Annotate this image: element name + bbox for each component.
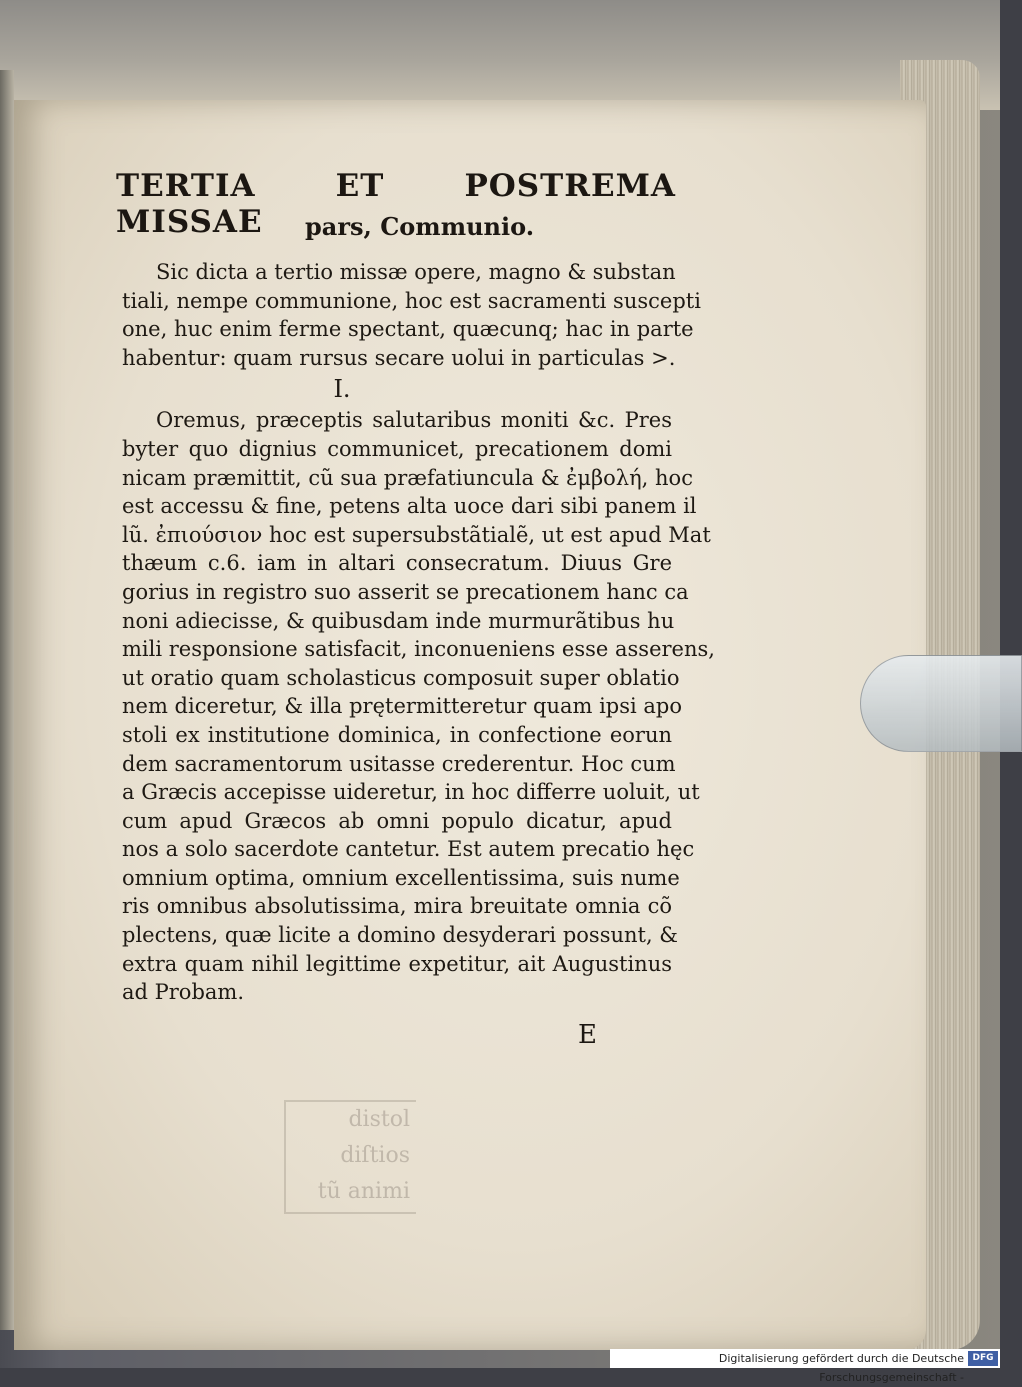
text-line: lũ. ἐπιούσιον hoc est supersubstãtialẽ, ut est apud Mat (122, 522, 711, 547)
page-clip-tab (860, 655, 1022, 752)
text-line: tiali, nempe communione, hoc est sacramenti suscepti (122, 288, 701, 313)
section-number: I. (333, 375, 351, 404)
digitization-footer (610, 1349, 1000, 1384)
text-line: habentur: quam rursus secare uolui in particulas >. (122, 345, 676, 370)
text-line: cum apud Græcos ab omni populo dicatur, apud (122, 808, 672, 833)
text-line: dem sacramentorum usitasse crederentur. Hoc cum (122, 751, 676, 776)
bleed-line: diſtios (340, 1143, 410, 1168)
text-line: ris omnibus absolutissima, mira breuitate omnia cõ (122, 894, 672, 919)
bleed-line: distol (348, 1107, 410, 1132)
page-top-edge (0, 0, 1000, 110)
text-body (122, 258, 715, 1007)
text-line: plectens, quæ licite a domino desyderari possunt, & (122, 923, 678, 948)
signature-mark: E (578, 1020, 597, 1050)
chapter-subtitle: pars, Communio. (305, 212, 535, 241)
dfg-logo: DFG (968, 1351, 998, 1366)
text-line: a Græcis accepisse uideretur, in hoc differre uoluit, ut (122, 780, 700, 805)
bleed-line: tũ animi (317, 1179, 410, 1204)
text-line: extra quam nihil legittime expetitur, ait Augustinus (122, 951, 672, 976)
text-line: mili responsione satisfacit, inconueniens esse asserens, (122, 637, 715, 662)
footer-text: Digitalisierung gefördert durch die Deutsche Forschungsgemeinschaft - (718, 1352, 964, 1384)
text-line: ad Probam. (122, 980, 245, 1005)
text-line: byter quo dignius communicet, precationem domi (122, 436, 672, 461)
text-line: one, huc enim ferme spectant, quæcunq; hac in parte (122, 317, 694, 342)
text-line: nem diceretur, & illa prętermitteretur quam ipsi apo (122, 694, 683, 719)
text-line: Sic dicta a tertio missæ opere, magno & substan (156, 260, 676, 284)
text-line: stoli ex institutione dominica, in confectione eorun (122, 722, 672, 747)
text-line: ut oratio quam scholasticus composuit super oblatio (122, 665, 680, 690)
text-line: gorius in registro suo asserit se precationem hanc ca (122, 579, 689, 604)
text-line: nicam præmittit, cũ sua præfatiuncula & ἐμβολή, hoc (122, 465, 693, 490)
text-line: noni adiecisse, & quibusdam inde murmurãtibus hu (122, 608, 675, 633)
text-line: Oremus, præceptis salutaribus moniti &c. Pres (156, 408, 672, 433)
text-line: est accessu & fine, petens alta uoce dari sibi panem il (122, 494, 697, 519)
bleed-through-text (284, 1100, 416, 1214)
text-line: thæum c.6. iam in altari consecratum. Diuus Gre (122, 551, 672, 576)
left-page-edge (0, 70, 14, 1330)
chapter-title: TERTIA ET POSTREMA MISSAE (116, 168, 676, 240)
text-line: omnium optima, omnium excellentissima, suis nume (122, 865, 680, 890)
text-line: nos a solo sacerdote cantetur. Est autem precatio hęc (122, 837, 695, 862)
